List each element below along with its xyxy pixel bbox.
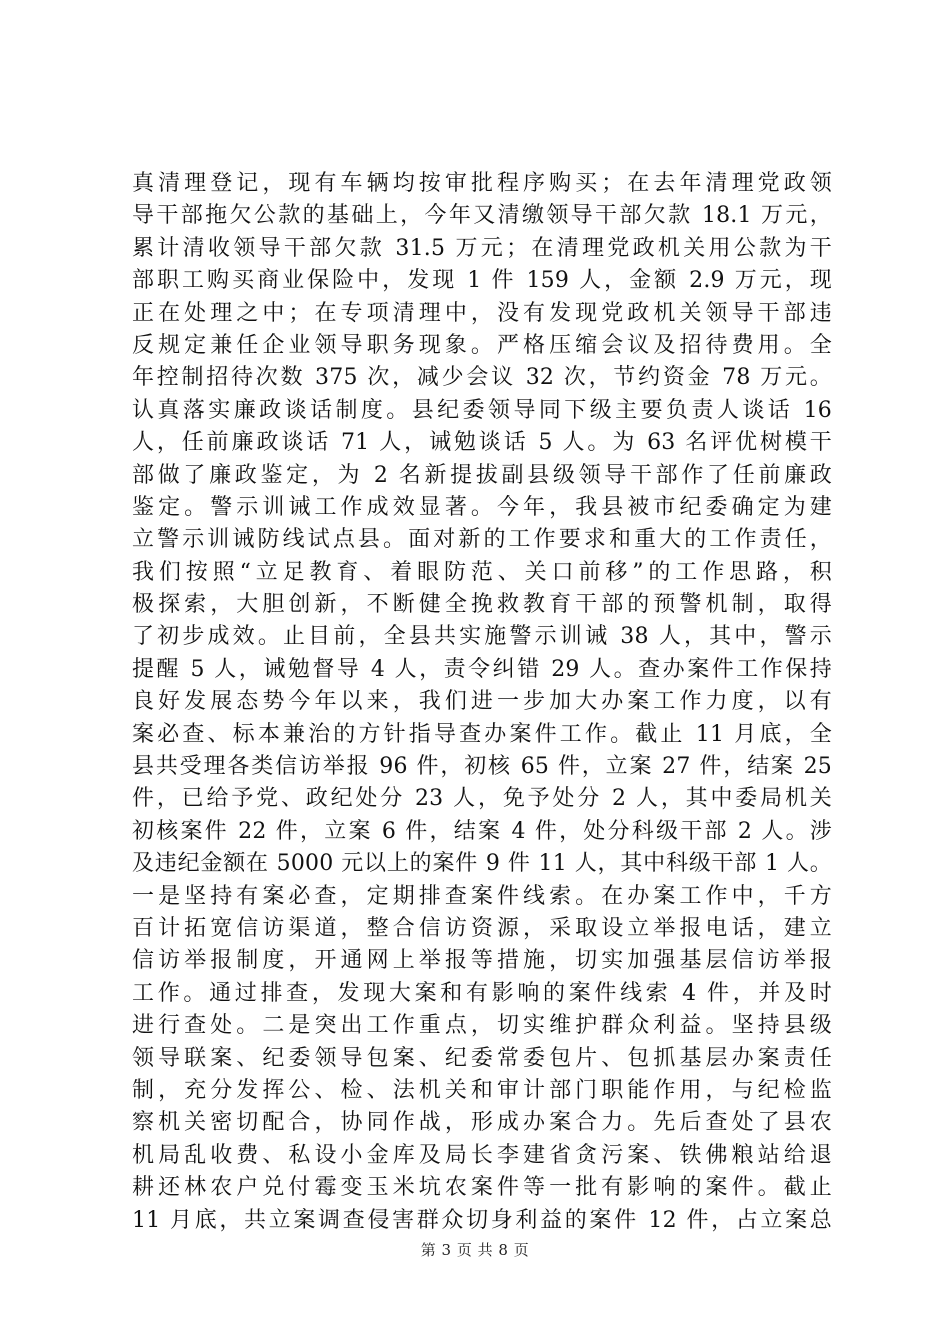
text-line: 制，充分发挥公、检、法机关和审计部门职能作用，与纪检监 [132,1077,832,1103]
text-line: 工作。通过排查，发现大案和有影响的案件线索 4 件，并及时 [132,980,832,1006]
text-line: 初核案件 22 件，立案 6 件，结案 4 件，处分科级干部 2 人。涉 [132,818,832,844]
text-line: 导干部拖欠公款的基础上，今年又清缴领导干部欠款 18.1 万元， [132,203,832,229]
text-line: 领导联案、纪委领导包案、纪委常委包片、包抓基层办案责任 [132,1045,832,1071]
text-line: 部做了廉政鉴定，为 2 名新提拔副县级领导干部作了任前廉政 [132,462,832,488]
text-line: 人，任前廉政谈话 71 人，诫勉谈话 5 人。为 63 名评优树模干 [132,430,832,456]
text-line: 累计清收领导干部欠款 31.5 万元；在清理党政机关用公款为干 [132,235,832,261]
text-line: 百计拓宽信访渠道，整合信访资源，采取设立举报电话，建立 [132,915,832,941]
text-line: 反规定兼任企业领导职务现象。严格压缩会议及招待费用。全 [132,332,832,358]
text-line: 11 月底，共立案调查侵害群众切身利益的案件 12 件，占立案总 [132,1207,832,1233]
text-line: 及违纪金额在 5000 元以上的案件 9 件 11 人，其中科级干部 1 人。 [132,851,832,877]
text-line: 年控制招待次数 375 次，减少会议 32 次，节约资金 78 万元。 [132,365,832,391]
text-line: 一是坚持有案必查，定期排查案件线索。在办案工作中，千方 [132,883,832,909]
text-line: 极探索，大胆创新，不断健全挽救教育干部的预警机制，取得 [132,592,832,618]
text-line: 真清理登记，现有车辆均按审批程序购买；在去年清理党政领 [132,171,832,196]
text-line: 立警示训诫防线试点县。面对新的工作要求和重大的工作责任， [132,527,832,553]
text-line: 进行查处。二是突出工作重点，切实维护群众利益。坚持县级 [132,1013,832,1039]
text-line: 良好发展态势今年以来，我们进一步加大办案工作力度，以有 [132,689,832,715]
text-line: 提醒 5 人，诫勉督导 4 人，责令纠错 29 人。查办案件工作保持 [132,656,832,682]
text-line: 察机关密切配合，协同作战，形成办案合力。先后查处了县农 [132,1110,832,1136]
text-line: 部职工购买商业保险中，发现 1 件 159 人，金额 2.9 万元，现 [132,268,832,294]
text-line: 认真落实廉政谈话制度。县纪委领导同下级主要负责人谈话 16 [132,397,832,423]
text-line: 县共受理各类信访举报 96 件，初核 65 件，立案 27 件，结案 25 [132,754,832,780]
text-line: 机局乱收费、私设小金库及局长李建省贪污案、铁佛粮站给退 [132,1142,832,1168]
text-line: 耕还林农户兑付霉变玉米坑农案件等一批有影响的案件。截止 [132,1175,832,1201]
text-line: 案必查、标本兼治的方针指导查办案件工作。截止 11 月底，全 [132,721,832,747]
text-line: 我们按照“立足教育、着眼防范、关口前移”的工作思路，积 [132,559,832,585]
text-line: 鉴定。警示训诫工作成效显著。今年，我县被市纪委确定为建 [132,494,832,520]
page-footer: 第 3 页 共 8 页 [420,1241,530,1259]
text-line: 信访举报制度，开通网上举报等措施，切实加强基层信访举报 [132,948,832,974]
text-line: 件，已给予党、政纪处分 23 人，免予处分 2 人，其中委局机关 [132,786,832,812]
body-text [132,168,832,1237]
text-line: 正在处理之中；在专项清理中，没有发现党政机关领导干部违 [132,300,832,326]
text-line: 了初步成效。止目前，全县共实施警示训诫 38 人，其中，警示 [132,624,832,650]
